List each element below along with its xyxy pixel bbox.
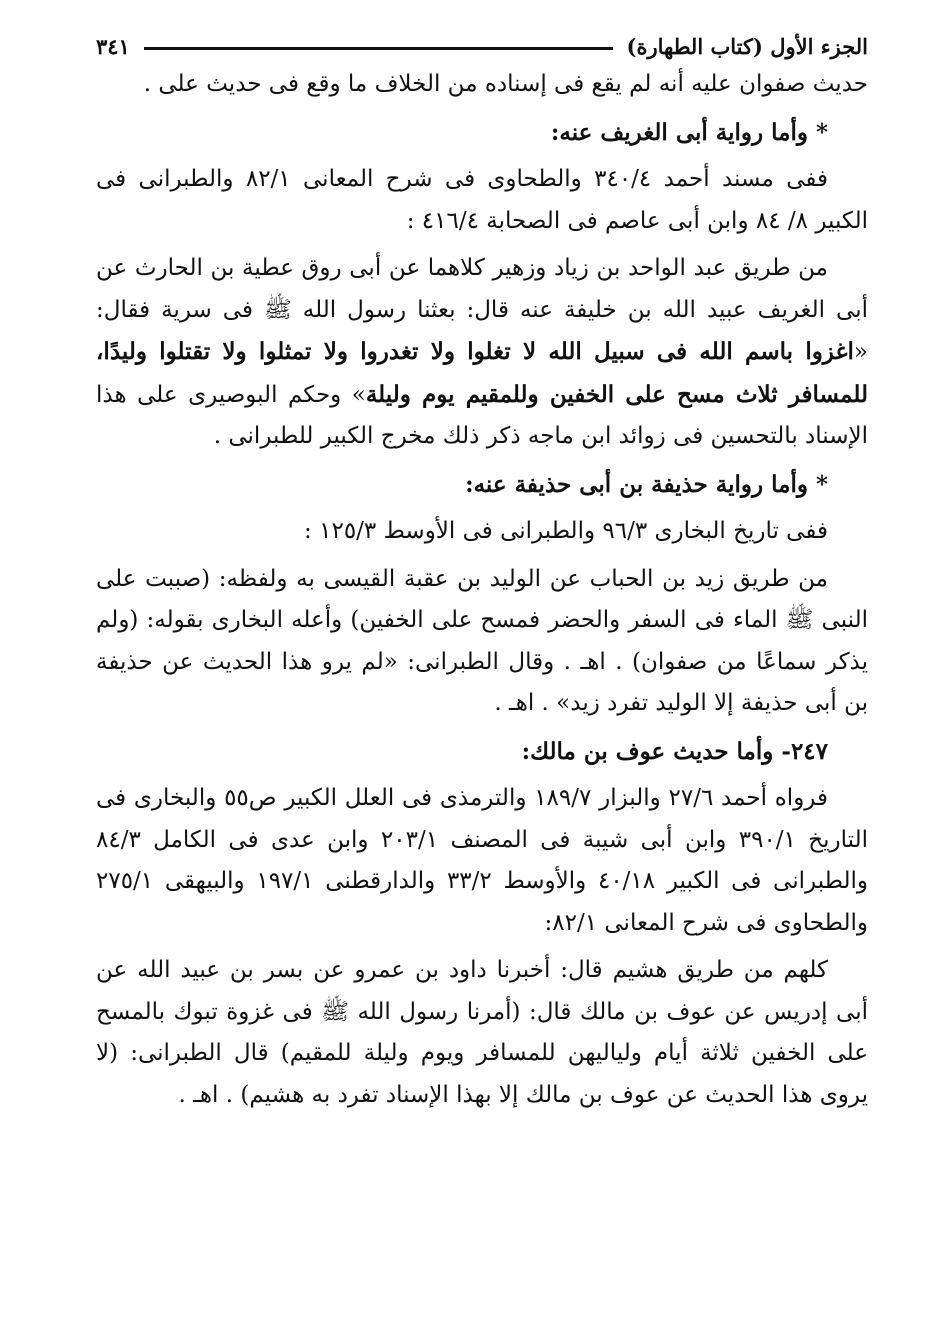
text-chain: من طريق عبد الواحد بن زياد وزهير كلاهما عن أبى روق عطية بن الحارث عن أبى الغريف عبيد الله بن خليفة عنه قال: بعثنا رسول الله ﷺ فى سرية فقال: «	[96, 255, 868, 365]
paragraph-hadith-awf-bin-malik: كلهم من طريق هشيم قال: أخبرنا داود بن عمرو عن بسر بن عبيد الله عن أبى إدريس عن عوف بن مالك قال: (أمرنا رسول الله ﷺ فى غزوة تبوك بالمسح على الخفين ثلاثة أيام ولياليهن للمسافر ويوم وليلة للمقيم) قال الطبرانى: (لا يروى هذا الحديث عن عوف بن مالك إلا بهذا الإسناد تفرد به هشيم) . اهـ .	[96, 957, 868, 1108]
header-rule	[144, 47, 613, 50]
paragraph-hadith-hudhayfa: من طريق زيد بن الحباب عن الوليد بن عقبة القيسى به ولفظه: (صببت على النبى ﷺ الماء فى السفر والحضر فمسح على الخفين) وأعله البخارى بقوله: (ولم يذكر سماعًا من صفوان) . اهـ . وقال الطبرانى: «لم يرو هذا الحديث عن حذيفة بن أبى حذيفة إلا الوليد تفرد زيد» . اهـ .	[96, 565, 868, 716]
section-heading-abi-al-ghurayf: * وأما رواية أبى الغريف عنه:	[550, 118, 828, 146]
section-heading-awf-bin-malik: ٢٤٧- وأما حديث عوف بن مالك:	[521, 737, 828, 765]
running-header	[96, 28, 868, 64]
text-hadith-quote: اغزوا باسم الله فى سبيل الله لا تغلوا ولا تغدروا ولا تمثلوا ولا تقتلوا وليدًا، للمسافر ثلاث مسح على الخفين وللمقيم يوم وليلة	[96, 338, 868, 408]
paragraph-continuation: حديث صفوان عليه أنه لم يقع فى إسناده من الخلاف ما وقع فى حديث على .	[143, 71, 868, 97]
paragraph-hadith-abi-al-ghurayf	[96, 248, 868, 458]
section-heading-hudhayfa: * وأما رواية حذيفة بن أبى حذيفة عنه:	[465, 470, 828, 498]
book-page	[96, 28, 868, 1116]
page-number: ٣٤١	[96, 33, 130, 59]
paragraph-sources-abi-al-ghurayf: ففى مسند أحمد ٣٤٠/٤ والطحاوى فى شرح المعانى ٨٢/١ والطبرانى فى الكبير ٨/ ٨٤ وابن أبى عاصم فى الصحابة ٤١٦/٤ :	[96, 166, 868, 234]
paragraph-sources-hudhayfa: ففى تاريخ البخارى ٩٦/٣ والطبرانى فى الأوسط ١٢٥/٣ :	[304, 518, 828, 544]
text-grading: » وحكم البوصيرى على هذا الإسناد بالتحسين فى زوائد ابن ماجه ذكر ذلك مخرج الكبير للطبرانى .	[96, 381, 868, 449]
running-title: الجزء الأول (كتاب الطهارة)	[626, 33, 868, 59]
paragraph-sources-awf-bin-malik: فرواه أحمد ٢٧/٦ والبزار ١٨٩/٧ والترمذى فى العلل الكبير ص٥٥ والبخارى فى التاريخ ٣٩٠/١ وابن أبى شيبة فى المصنف ٢٠٣/١ وابن عدى فى الكامل ٨٤/٣ والطبرانى فى الكبير ٤٠/١٨ والأوسط ٣٣/٢ والدارقطنى ١٩٧/١ والبيهقى ٢٧٥/١ والطحاوى فى شرح المعانى ٨٢/١:	[96, 785, 869, 936]
